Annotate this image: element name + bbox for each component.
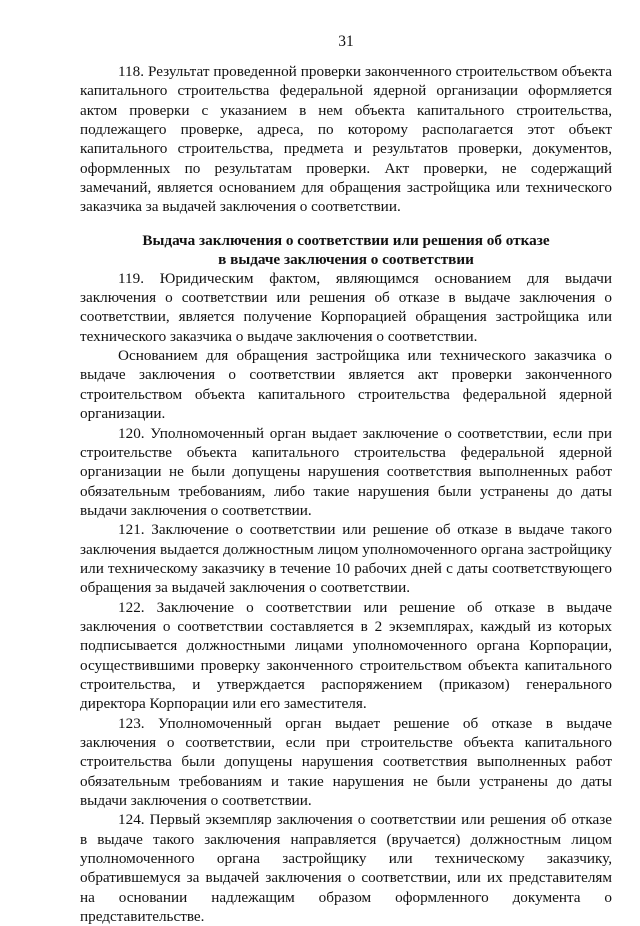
section-title-line-2: в выдаче заключения о соответствии: [218, 250, 474, 268]
paragraph-121: 121. Заключение о соответствии или решение об отказе в выдаче такого заключения выдается должностным лицом уполномоченного органа застройщику или техническому заказчику в течение 10 рабочих дней с даты соответствующего обращения за выдачей заключения о соответствии.: [80, 521, 612, 597]
document-page: [80, 0, 612, 926]
paragraph-123: 123. Уполномоченный орган выдает решение об отказе в выдаче заключения о соответствии, если при строительстве объекта капитального строительства были допущены нарушения соответствия выполненных работ обязательным требованиям и такие нарушения не были устранены до даты выдачи заключения о соответствии.: [80, 714, 612, 810]
paragraph-124: 124. Первый экземпляр заключения о соответствии или решения об отказе в выдаче такого заключения направляется (вручается) должностным лицом уполномоченного органа застройщику или техническому заказчику, обратившемуся за выдачей заключения о соответствии, или их представителям на основании надлежащим образом оформленного документа о представительстве.: [80, 811, 612, 926]
paragraph-118: 118. Результат проведенной проверки законченного строительством объекта капитального строительства федеральной ядерной организации оформляется актом проверки с указанием в нем объекта капитального строительства, подлежащего проверке, адреса, по которому располагается этот объект капитального строительства, предмета и результатов проверки, документов, оформленных по результатам проверки. Акт проверки, не содержащий замечаний, является основанием для обращения застройщика или технического заказчика за выдачей заключения о соответствии.: [80, 63, 612, 216]
page-number: 31: [338, 33, 354, 50]
paragraph-119-basis: Основанием для обращения застройщика или технического заказчика о выдаче заключения о соответствии является акт проверки законченного строительством объекта капитального строительства федеральной ядерной организации.: [80, 347, 612, 423]
section-title-line-1: Выдача заключения о соответствии или решения об отказе: [142, 231, 550, 249]
paragraph-119: 119. Юридическим фактом, являющимся основанием для выдачи заключения о соответствии или решения об отказе в выдаче заключения о соответствии, является получение Корпорацией обращения застройщика или технического заказчика о выдаче заключения о соответствии.: [80, 269, 612, 345]
paragraph-120: 120. Уполномоченный орган выдает заключение о соответствии, если при строительстве объекта капитального строительства федеральной ядерной организации не были допущены нарушения соответствия выполненных работ обязательным требованиям, либо такие нарушения были устранены до даты выдачи заключения о соответствии.: [80, 424, 612, 519]
paragraph-122: 122. Заключение о соответствии или решение об отказе в выдаче заключения о соответствии составляется в 2 экземплярах, каждый из которых подписывается должностными лицами уполномоченного органа Корпорации, осуществившими проверку законченного строительством объекта капитального строительства, и утверждается распоряжением (приказом) генерального директора Корпорации или его заместителя.: [80, 598, 612, 713]
section-title: [80, 231, 612, 269]
document-body: [80, 62, 612, 926]
